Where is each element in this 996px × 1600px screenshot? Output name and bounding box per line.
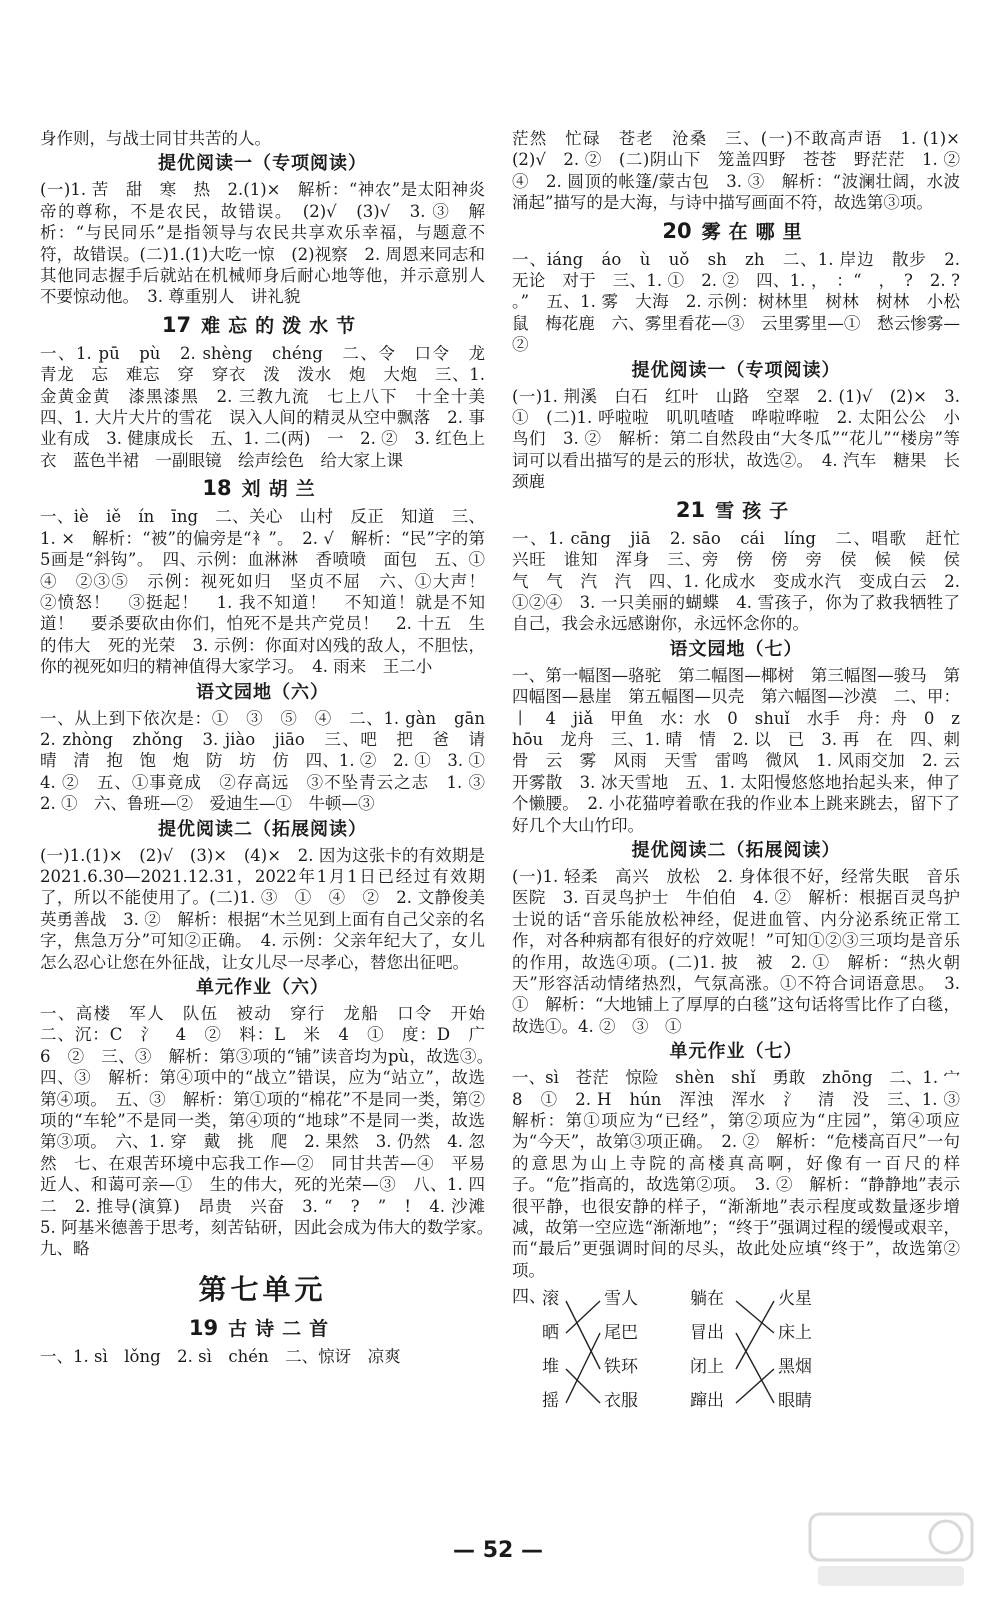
answer-paragraph: 茫然 忙碌 苍老 沧桑 三、(一)不敢高声语 1. (1)× (2)√ 2. ② (二)阴山下 笼盖四野 苍苍 野茫茫 1. ② ④ 2. 圆顶的帐篷/蒙古包 3. ③ 解析：“波澜壮阔，水波涌起”描写的是大海，与诗中描写画面不符，故选第③项。: [512, 129, 977, 213]
section-heading: 语文园地（六）: [196, 681, 329, 703]
lesson-heading-17: [40, 311, 485, 340]
lesson-heading-21: [512, 496, 960, 525]
match-word: 躺在: [690, 1289, 724, 1310]
watermark-logo: [806, 1508, 976, 1592]
match-word: 火星: [778, 1289, 812, 1310]
match-line: [736, 1301, 774, 1333]
section-heading: 提优阅读二（拓展阅读）: [631, 839, 841, 861]
answer-paragraph: 身作则，与战士同甘共苦的人。: [40, 129, 271, 148]
match-word: 眼睛: [778, 1391, 812, 1412]
match-line: [736, 1333, 774, 1403]
lesson-number: 18: [202, 476, 232, 501]
match-line: [736, 1369, 774, 1403]
match-word: 雪人: [604, 1289, 638, 1310]
match-word: 晒: [542, 1323, 559, 1344]
matching-exercise: [512, 1285, 960, 1437]
match-word: 滚: [542, 1289, 559, 1310]
matching-label: 四、: [512, 1287, 546, 1308]
page-number: — 52 —: [453, 1538, 543, 1563]
section-heading: 提优阅读一（专项阅读）: [631, 359, 841, 381]
answer-paragraph: 一、iáng áo ù uǒ sh zh 二、1. 岸边 散步 2. 无论 对于 三、1. ① 2. ② 四、1. ， ：“ ， ? 2. ? 。” 五、1. 雾 大海 2. 示例：树林里 树林 树林 小松鼠 梅花鹿 六、雾里看花—③ 云里雾里—① 愁云惨雾—②: [512, 249, 977, 355]
match-line: [566, 1301, 600, 1333]
match-word: 堆: [542, 1357, 559, 1378]
lesson-title: 难忘的泼水节: [201, 314, 364, 337]
lesson-title: 刘胡兰: [241, 478, 323, 501]
section-heading: 单元作业（七）: [669, 1041, 803, 1063]
answer-paragraph: 一、1. sì lǒng 2. sì chén 二、惊讶 凉爽: [40, 1346, 401, 1366]
match-word: 黑烟: [778, 1357, 812, 1378]
section-heading: 提优阅读二（拓展阅读）: [158, 818, 367, 840]
left-column: [40, 128, 502, 1367]
match-line: [566, 1369, 600, 1403]
answer-paragraph: (一)1.(1)× (2)√ (3)× (4)× 2. 因为这张卡的有效期是2021.6.30—2021.12.31，2022年1月1日已经过有效期了，所以不能使用了。(二)1. ③ ① ④ ② 2. 文静俊美 英勇善战 3. ② 解析：根据“木兰见到上面有自己父亲的名字，焦急万分”可知②正确。 4. 示例：父亲年纪大了，女儿怎么忍心让您在外征战，让女儿尽一尽孝心，替您出征吧。: [40, 845, 502, 972]
unit-title: 第七单元: [198, 1272, 327, 1306]
match-word: 蹿出: [690, 1391, 724, 1412]
match-line: [566, 1301, 600, 1369]
lesson-heading-18: [40, 474, 485, 503]
lesson-heading-19: [40, 1314, 485, 1343]
matching-lines: [512, 1285, 960, 1437]
match-word: 冒出: [690, 1323, 724, 1344]
lesson-number: 19: [188, 1315, 219, 1340]
answer-paragraph: 一、iè iě ín īng 二、关心 山村 反正 知道 三、1. × 解析：“被”的偏旁是“衤”。 2. √ 解析：“民”字的第5画是“斜钩”。 四、示例：血淋淋 香喷喷 面包 五、①④ ②③⑤ 示例：视死如归 坚贞不屈 六、①大声！ ②愤怒！ ③挺起！ 1. 我不知道！ 不知道！就是不知道！ 要杀要砍由你们，怕死不是共产党员！ 2. 十五 生的伟大 死的光荣 3. 示例：你面对凶残的敌人，不胆怯，你的视死如归的精神值得大家学习。 4. 雨来 王二小: [40, 507, 502, 677]
section-heading: 提优阅读一（专项阅读）: [158, 153, 367, 175]
answer-paragraph: 一、从上到下依次是：① ③ ⑤ ④ 二、1. gàn gān 2. zhòng zhǒng 3. jiào jiāo 三、吧 把 爸 请 晴 清 抱 饱 炮 防 坊 仿 四、1. ② 2. ① 3. ① 4. ② 五、①事竟成 ②存高远 ③不坠青云之志 1. ③ 2. ① 六、鲁班—② 爱迪生—① 牛顿—③: [40, 708, 502, 814]
match-line: [566, 1333, 600, 1403]
lesson-number: 21: [675, 497, 706, 522]
section-heading: 单元作业（六）: [196, 977, 329, 998]
match-word: 摇: [542, 1391, 559, 1412]
match-word: 铁环: [604, 1357, 638, 1378]
lesson-heading-20: [512, 217, 960, 246]
lesson-title: 雾在哪里: [701, 220, 810, 243]
lesson-number: 17: [161, 312, 192, 337]
answer-paragraph: 一、第一幅图—骆驼 第二幅图—椰树 第三幅图—骏马 第四幅图—悬崖 第五幅图—贝壳 第六幅图—沙漠 二、甲：丨 4 jiǎ 甲鱼 水：水 0 shuǐ 水手 舟：舟 0 zhōu 龙舟 三、1. 晴 情 2. 以 已 3. 再 在 四、刺骨 云 雾 风雨 天雪 雷鸣 微风 1. 风雨交加 2. 云开雾散 3. 冰天雪地 五、1. 太阳慢悠悠地抬起头来，伸了个懒腰。 2. 小花猫哼着歌在我的作业本上跳来跳去，留下了好几个大山竹印。: [512, 665, 960, 835]
right-column: [512, 128, 977, 1437]
match-word: 尾巴: [604, 1323, 638, 1344]
match-line: [736, 1301, 774, 1369]
answer-paragraph: 一、高楼 军人 队伍 被动 穿行 龙船 口令 开始 二、沉：C 氵 4 ② 料：L 米 4 ① 度：D 广 6 ② 三、③ 解析：第③项的“铺”读音均为pù，故选③。 四、③ 解析：第④项中的“战立”错误，应为“站立”，故选第④项。 五、③ 解析：第①项的“棉花”不是同一类，第②项的“车轮”不是同一类，第④项的“地球”不是同一类，故选第③项。 六、1. 穿 戴 挑 爬 2. 果然 3. 仍然 4. 忽然 七、在艰苦环境中忘我工作—② 同甘共苦—④ 平易近人、和蔼可亲—① 生的伟大，死的光荣—③ 八、1. 四 二 2. 推导(演算) 昂贵 兴奋 3. “ ? ” ! 4. 沙滩 5. 阿基米德善于思考，刻苦钻研，因此会成为伟大的数学家。 九、略: [40, 1004, 502, 1259]
answer-paragraph: 一、1. cāng jiā 2. sāo cái líng 二、唱歌 赶忙 兴旺 谁知 浑身 三、旁 傍 傍 旁 侯 候 候 侯 气 气 汽 汽 四、1. 化成水 变成水汽 变成白云 2. ①②④ 3. 一只美丽的蝴蝶 4. 雪孩子，你为了救我牺牲了自己，我会永远感谢你，永远怀念你的。: [512, 528, 977, 634]
answer-paragraph: (一)1. 轻柔 高兴 放松 2. 身体很不好，经常失眠 音乐医院 3. 百灵鸟护士 牛伯伯 4. ② 解析：根据百灵鸟护士说的话“音乐能放松神经，促进血管、内分泌系统正常工作，对各种病都有很好的疗效呢！”可知①②③三项均是音乐的作用，故选④项。(二)1. 披 被 2. ① 解析：“热火朝天”形容活动情绪热烈，气氛高涨。①不符合词语意思。 3. ① 解析：“大地铺上了厚厚的白毯”这句话将雪比作了白毯，故选①。4. ② ③ ①: [512, 866, 960, 1036]
answer-paragraph: (一)1. 苦 甜 寒 热 2.(1)× 解析：“神农”是太阳神炎帝的尊称，不是农民，故错误。 (2)√ (3)√ 3. ③ 解析：“与民同乐”是指领导与农民共享欢乐幸福，与题意不符，故错误。(二)1.(1)大吃一惊 (2)视察 2. 周恩来同志和其他同志握手后就站在机械师身后耐心地等他，并示意别人不要惊动他。 3. 尊重别人 讲礼貌: [40, 180, 485, 307]
match-word: 闭上: [690, 1357, 724, 1378]
lesson-title: 雪孩子: [715, 499, 797, 522]
lesson-number: 20: [662, 218, 692, 243]
match-word: 衣服: [604, 1391, 638, 1412]
answer-paragraph: 一、sì 苍茫 惊险 shèn shǐ 勇敢 zhōng 二、1. 宀 8 ① 2. H hún 浑浊 浑水 氵 清 没 三、1. ③ 解析：第①项应为“已经”，第②项应为“庄园”，第④项应为“今天”，故第③项正确。 2. ② 解析：“危楼高百尺”一句的意思为山上寺院的高楼真高啊，好像有一百尺的样子。“危”指高的，故选第②项。 3. ② 解析：“静静地”表示很平静，也很安静的样子，“渐渐地”表示程度或数量逐步增减，故第一空应选“渐渐地”；“终于”强调过程的缓慢或艰辛，而“最后”更强调时间的尽头，故此处应填“终于”，故选第②项。: [512, 1068, 977, 1280]
lesson-title: 古诗二首: [228, 1317, 337, 1340]
match-word: 床上: [778, 1323, 812, 1344]
answer-paragraph: (一)1. 荆溪 白石 红叶 山路 空翠 2. (1)√ (2)× 3. ① (二)1. 呼啦啦 叽叽喳喳 哗啦哗啦 2. 太阳公公 小鸟们 3. ② 解析：第二自然段由“大冬瓜”“花儿”“楼房”等词可以看出描写的是云的形状，故选②。 4. 汽车 糖果 长颈鹿: [512, 386, 960, 492]
answer-paragraph: 一、1. pū pù 2. shèng chéng 二、令 口令 龙 青龙 忘 难忘 穿 穿衣 泼 泼水 炮 大炮 三、1. 金黄金黄 漆黑漆黑 2. 三教九流 七上八下 十全十美 四、1. 大片大片的雪花 误入人间的精灵从空中飘落 2. 事业有成 3. 健康成长 五、1. 二(两) 一 2. ② 3. 红色上衣 蓝色半裙 一副眼镜 绘声绘色 给大家上课: [40, 343, 502, 470]
section-heading: 语文园地（七）: [669, 638, 803, 660]
